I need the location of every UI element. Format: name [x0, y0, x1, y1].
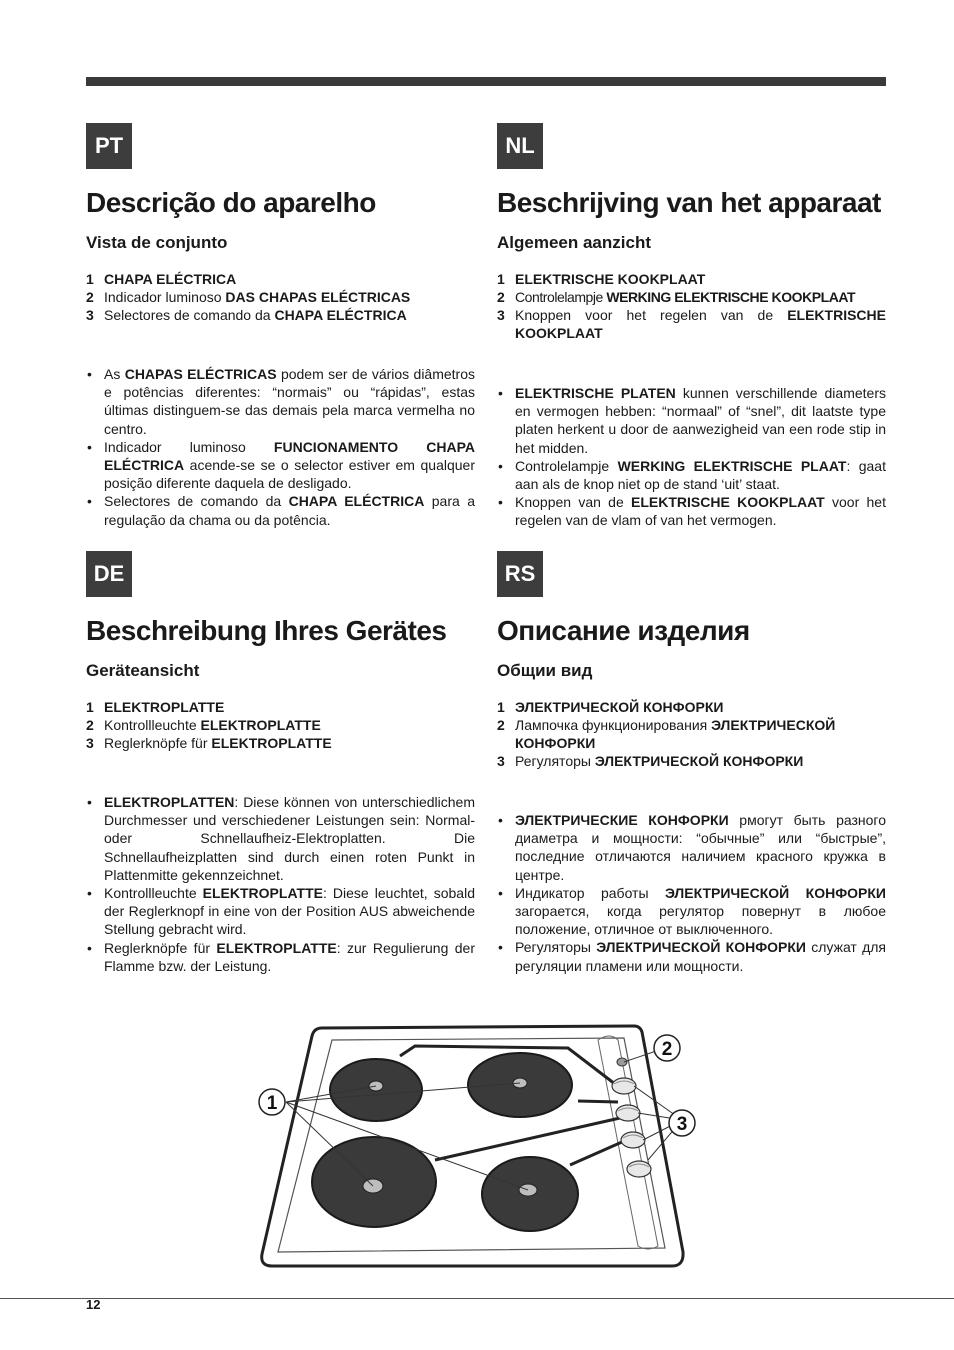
- section-nl: [497, 123, 886, 533]
- section-rs: [497, 551, 886, 981]
- language-badge-rs: RS: [497, 551, 543, 597]
- parts-list-rs: [497, 698, 886, 770]
- bullet-list-rs: [497, 811, 886, 975]
- bullet-dot: •: [87, 438, 92, 455]
- parts-item: 2 Indicador luminoso DAS CHAPAS ELÉCTRICAS: [86, 289, 411, 305]
- bullet-dot: •: [87, 366, 92, 382]
- section-title-nl: Beschrijving van het apparaat: [497, 187, 881, 218]
- bullet-dot: •: [498, 457, 503, 474]
- bullet-dot: •: [498, 884, 503, 901]
- parts-item: 1 ЭЛЕКТРИЧЕСКОЙ КОНФОРКИ: [497, 699, 724, 715]
- bullet-item: • Reglerknöpfe für ELEKTROPLATTE: zur Regulierung der Flamme bzw. der Leistung.: [87, 939, 475, 974]
- header-rule: [86, 77, 886, 86]
- parts-item: 2 Лампочка функционирования ЭЛЕКТРИЧЕСКОЙ КОНФОРКИ: [497, 717, 836, 751]
- callout-2: [654, 1035, 680, 1061]
- bullet-item: • Knoppen van de ELEKTRISCHE KOOKPLAAT voor het regelen van de vlam of van het vermogen.: [498, 494, 886, 529]
- bullet-list-pt: [86, 365, 475, 529]
- bullet-dot: •: [87, 794, 92, 810]
- control-knob: [627, 1161, 651, 1177]
- language-badge-nl: NL: [497, 123, 543, 169]
- bullet-item: • Индикатор работы ЭЛЕКТРИЧЕСКОЙ КОНФОРКИ загорается, когда регулятор повернут в любое положение, отличное от выключенного.: [498, 884, 886, 938]
- language-badge-de: DE: [86, 551, 132, 597]
- svg-text:2: 2: [661, 1039, 673, 1060]
- parts-item: 3 Selectores de comando da CHAPA ELÉCTRICA: [86, 307, 407, 323]
- bullet-list-nl: [497, 384, 886, 530]
- parts-item: 3 Reglerknöpfe für ELEKTROPLATTE: [86, 735, 332, 751]
- svg-text:1: 1: [266, 1093, 278, 1114]
- parts-list-nl: [497, 270, 886, 342]
- section-title-rs: Описание изделия: [497, 615, 750, 646]
- parts-item: 1 ELEKTRISCHE KOOKPLAAT: [497, 271, 706, 287]
- svg-text:3: 3: [676, 1114, 688, 1135]
- callout-1: [259, 1089, 285, 1115]
- parts-item: 2 Controlelampje WERKING ELEKTRISCHE KOOKPLAAT: [497, 289, 856, 305]
- parts-item: 1 CHAPA ELÉCTRICA: [86, 271, 237, 287]
- bullet-dot: •: [87, 493, 92, 510]
- bullet-dot: •: [87, 939, 92, 956]
- bullet-dot: •: [498, 939, 503, 956]
- bullet-item: • ELEKTROPLATTEN: Diese können von unterschiedlichem Durchmesser und verschiedener Leistungen sein: Normal- oder Schnellaufheiz-Elektroplatten. Die Schnellaufheizplatten sind durch einen roten Punkt in Plattenmitte gekennzeichnet.: [87, 794, 475, 883]
- bullet-item: • Indicador luminoso FUNCIONAMENTO CHAPA ELÉCTRICA acende-se se o selector estiver em qualquer posição diferente daquela de desligado.: [87, 438, 475, 492]
- parts-list-pt: [86, 270, 475, 324]
- control-knob: [621, 1132, 645, 1148]
- bullet-item: • ELEKTRISCHE PLATEN kunnen verschillende diameters en vermogen hebben: “normaal” of “snel”, dit laatste type platen herkent u door de aanwezigheid van een rode stip in het midden.: [498, 385, 886, 456]
- bullet-item: • Kontrollleuchte ELEKTROPLATTE: Diese leuchtet, sobald der Reglerknopf in eine von der Position AUS abweichende Stellung gebracht wird.: [87, 885, 475, 938]
- section-pt: [86, 123, 475, 533]
- parts-item: 1 ELEKTROPLATTE: [86, 699, 225, 715]
- section-subtitle-pt: Vista de conjunto: [86, 233, 228, 252]
- control-knob: [612, 1078, 636, 1094]
- page-number: 12: [86, 1297, 101, 1312]
- bullet-item: • As CHAPAS ELÉCTRICAS podem ser de vários diâmetros e potências diferentes: “normais” ou “rápidas”, estas últimas distinguem-se das demais pela marca vermelha no centro.: [87, 366, 476, 437]
- section-subtitle-de: Geräteansicht: [86, 661, 200, 680]
- callout-3: [669, 1110, 695, 1136]
- hob-illustration: [250, 1020, 700, 1275]
- bullet-dot: •: [498, 385, 503, 401]
- section-subtitle-rs: Общии вид: [497, 661, 593, 680]
- bullet-dot: •: [498, 494, 503, 511]
- bullet-item: • ЭЛЕКТРИЧЕСКИЕ КОНФОРКИ рмогут быть разного диаметра и мощности: “обычные” или “быстрые”, последние отличаются наличием красного кружка в центре.: [498, 812, 886, 883]
- control-knob: [616, 1105, 640, 1121]
- bullet-item: • Регуляторы ЭЛЕКТРИЧЕСКОЙ КОНФОРКИ служат для регуляции пламени или мощности.: [498, 939, 886, 974]
- language-badge-pt: PT: [86, 123, 132, 169]
- parts-item: 3 Knoppen voor het regelen van de ELEKTRISCHE KOOKPLAAT: [497, 307, 886, 341]
- parts-item: 2 Kontrollleuchte ELEKTROPLATTE: [86, 717, 321, 733]
- section-title-de: Beschreibung Ihres Gerätes: [86, 615, 447, 646]
- bullet-dot: •: [498, 812, 503, 828]
- wire-line: [578, 1101, 618, 1102]
- footer-rule: [0, 1298, 954, 1299]
- bullet-item: • Selectores de comando da CHAPA ELÉCTRICA para a regulação da chama ou da potência.: [87, 493, 475, 528]
- parts-item: 3 Регуляторы ЭЛЕКТРИЧЕСКОЙ КОНФОРКИ: [497, 753, 804, 769]
- section-title-pt: Descrição do aparelho: [86, 187, 376, 218]
- parts-list-de: [86, 698, 475, 752]
- section-de: [86, 551, 475, 981]
- bullet-item: • Controlelampje WERKING ELEKTRISCHE PLAAT: gaat aan als de knop niet op de stand ‘uit’ staat.: [498, 457, 886, 493]
- bullet-list-de: [86, 793, 475, 975]
- section-subtitle-nl: Algemeen aanzicht: [497, 233, 651, 252]
- bullet-dot: •: [87, 885, 92, 902]
